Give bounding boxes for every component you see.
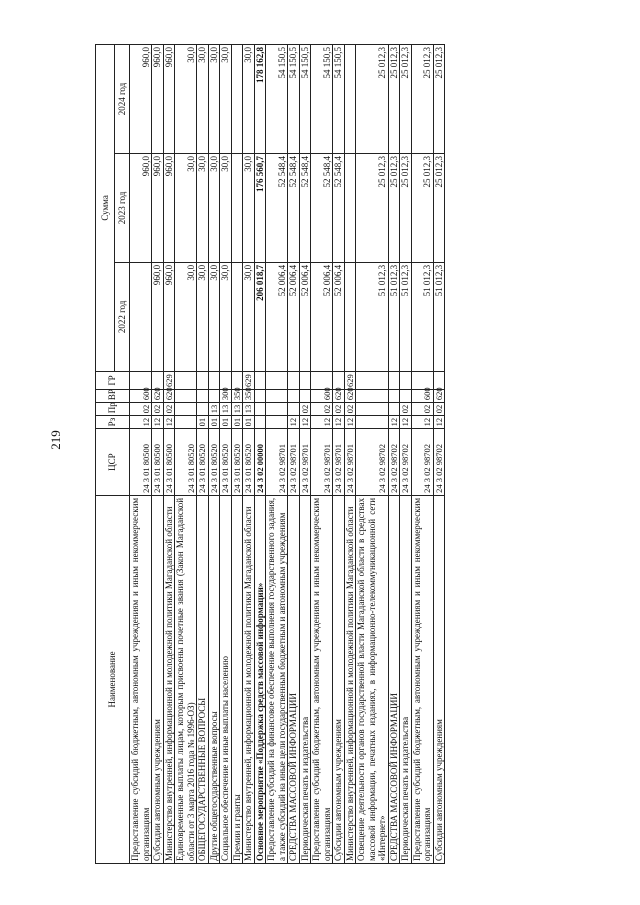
cell-y2024: 54 150,5: [288, 45, 300, 154]
cell-pr: 02: [152, 403, 164, 416]
cell-rz: [356, 416, 389, 429]
cell-pr: [266, 403, 288, 416]
cell-csr: 24 3 02 98701: [344, 429, 356, 496]
cell-vr: 300: [220, 389, 232, 402]
cell-y2024: 25 012,3: [400, 45, 412, 154]
cell-y2023: 30,0: [243, 154, 255, 263]
cell-name: Субсидии автономным учреждениям: [152, 495, 164, 863]
cell-name: Министерство внутренней, информационной и молодежной политики Магаданской области: [163, 495, 175, 863]
cell-name: Периодическая печать и издательства: [299, 495, 311, 863]
cell-rz: 01: [197, 416, 209, 429]
header-sum: Сумма: [96, 45, 115, 372]
cell-vr: 600: [411, 389, 433, 402]
cell-rz: 12: [163, 416, 175, 429]
cell-y2023: 25 012,3: [433, 154, 445, 263]
table-row: [175, 45, 197, 864]
budget-table: [95, 44, 445, 864]
cell-y2023: 960,0: [163, 154, 175, 263]
cell-y2023: 30,0: [197, 154, 209, 263]
cell-name: ОБЩЕГОСУДАРСТВЕННЫЕ ВОПРОСЫ: [197, 495, 209, 863]
cell-rz: 12: [311, 416, 333, 429]
cell-csr: 24 3 02 98701: [266, 429, 288, 496]
cell-gr: 629: [163, 371, 175, 389]
cell-y2024: 54 150,5: [266, 45, 288, 154]
cell-y2022: 51 012,3: [388, 262, 400, 371]
cell-pr: 02: [344, 403, 356, 416]
cell-y2024: 54 150,5: [311, 45, 333, 154]
cell-pr: 02: [130, 403, 152, 416]
cell-vr: 620: [333, 389, 345, 402]
cell-y2023: 52 548,4: [311, 154, 333, 263]
cell-vr: [288, 389, 300, 402]
cell-y2023: 25 012,3: [411, 154, 433, 263]
cell-y2024: 960,0: [163, 45, 175, 154]
cell-pr: 02: [333, 403, 345, 416]
table-row: [243, 45, 255, 864]
cell-name: Предоставление субсидий бюджетным, автономным учреждениям и иным некоммерческим организациям: [311, 495, 333, 863]
table-body: [130, 45, 445, 864]
cell-y2023: 52 548,4: [288, 154, 300, 263]
table-row: [220, 45, 232, 864]
cell-y2022: 206 018,7: [254, 262, 266, 371]
cell-gr: [266, 371, 288, 389]
cell-y2024: 25 012,3: [433, 45, 445, 154]
cell-name: Министерство внутренней, информационной и молодежной политики Магаданской области: [344, 495, 356, 863]
cell-y2023: 25 012,3: [388, 154, 400, 263]
cell-vr: [356, 389, 389, 402]
table-row: [197, 45, 209, 864]
cell-gr: [400, 371, 412, 389]
cell-y2022: 51 012,3: [356, 262, 389, 371]
cell-name: Предоставление субсидий бюджетным, автономным учреждениям и иным некоммерческим организациям: [411, 495, 433, 863]
cell-y2023: 960,0: [130, 154, 152, 263]
cell-rz: [175, 416, 197, 429]
cell-vr: 620: [163, 389, 175, 402]
cell-y2023: 52 548,4: [299, 154, 311, 263]
cell-csr: 24 3 01 80520: [220, 429, 232, 496]
cell-csr: 24 3 01 80500: [152, 429, 164, 496]
cell-y2023: 960,0: [152, 154, 164, 263]
cell-y2024: 25 012,3: [411, 45, 433, 154]
table-row: [163, 45, 175, 864]
cell-csr: 24 3 01 80520: [243, 429, 255, 496]
cell-y2022: 30,0: [220, 262, 232, 371]
header-csr: ЦСР: [96, 429, 130, 496]
cell-name: Субсидии автономным учреждениям: [433, 495, 445, 863]
cell-csr: 24 3 02 98701: [333, 429, 345, 496]
cell-y2024: 30,0: [220, 45, 232, 154]
cell-y2022: [231, 262, 243, 371]
cell-y2024: 30,0: [197, 45, 209, 154]
cell-y2024: 960,0: [130, 45, 152, 154]
cell-pr: [175, 403, 197, 416]
cell-y2023: 30,0: [220, 154, 232, 263]
cell-rz: [254, 416, 266, 429]
cell-name: СРЕДСТВА МАССОВОЙ ИНФОРМАЦИИ: [388, 495, 400, 863]
cell-name: Министерство внутренней, информационной и молодежной политики Магаданской области: [243, 495, 255, 863]
cell-y2022: 960,0: [152, 262, 164, 371]
table-row: [400, 45, 412, 864]
cell-csr: 24 3 01 80500: [163, 429, 175, 496]
cell-name: СРЕДСТВА МАССОВОЙ ИНФОРМАЦИИ: [288, 495, 300, 863]
cell-gr: [388, 371, 400, 389]
cell-gr: [254, 371, 266, 389]
cell-y2023: 52 548,4: [266, 154, 288, 263]
cell-pr: [356, 403, 389, 416]
header-vr: ВР: [96, 389, 130, 402]
cell-y2022: 52 006,4: [311, 262, 333, 371]
cell-vr: [299, 389, 311, 402]
cell-name: Периодическая печать и издательства: [400, 495, 412, 863]
cell-rz: 12: [400, 416, 412, 429]
cell-y2022: 30,0: [197, 262, 209, 371]
header-name: Наименование: [96, 495, 130, 863]
cell-gr: [175, 371, 197, 389]
cell-y2023: 30,0: [208, 154, 220, 263]
cell-rz: 12: [433, 416, 445, 429]
cell-name: Предоставление субсидий бюджетным, автономным учреждениям и иным некоммерческим организациям: [130, 495, 152, 863]
cell-csr: 24 3 01 80520: [208, 429, 220, 496]
cell-y2022: 51 012,3: [433, 262, 445, 371]
cell-csr: 24 3 02 00000: [254, 429, 266, 496]
cell-vr: [208, 389, 220, 402]
cell-name: Предоставление субсидий на финансовое обеспечение выполнения государственного задания, а также субсидий на иные цели государственным бюджетным и автономным учреждениям: [266, 495, 288, 863]
cell-y2022: 30,0: [243, 262, 255, 371]
cell-name: Освещение деятельности органов государственной власти Магаданской области в средствах массовой информации, печатных изданиях, в информационно-телекоммуникационной сети «Интернет»: [356, 495, 389, 863]
cell-vr: [175, 389, 197, 402]
header-2024: 2024 год: [115, 45, 130, 154]
table-row: [344, 45, 356, 864]
cell-pr: 02: [311, 403, 333, 416]
cell-y2024: 30,0: [243, 45, 255, 154]
cell-y2022: [344, 262, 356, 371]
cell-csr: 24 3 02 98701: [288, 429, 300, 496]
cell-rz: 12: [388, 416, 400, 429]
cell-y2022: 52 006,4: [266, 262, 288, 371]
cell-rz: 12: [152, 416, 164, 429]
cell-gr: [208, 371, 220, 389]
cell-pr: [288, 403, 300, 416]
cell-vr: [400, 389, 412, 402]
cell-csr: 24 3 02 98702: [400, 429, 412, 496]
cell-name: Основное мероприятие «Поддержка средств массовой информации»: [254, 495, 266, 863]
page-number: 219: [48, 430, 63, 450]
header-pr: Пр: [96, 403, 130, 416]
cell-csr: 24 3 02 98701: [311, 429, 333, 496]
table-row: [433, 45, 445, 864]
table-row: [288, 45, 300, 864]
cell-pr: 02: [400, 403, 412, 416]
cell-vr: 620: [152, 389, 164, 402]
cell-y2024: 30,0: [208, 45, 220, 154]
cell-y2023: 30,0: [175, 154, 197, 263]
cell-y2024: 54 150,5: [299, 45, 311, 154]
cell-rz: 12: [344, 416, 356, 429]
cell-y2022: 30,0: [208, 262, 220, 371]
cell-y2023: [344, 154, 356, 263]
cell-y2022: 52 006,4: [299, 262, 311, 371]
table-row: [266, 45, 288, 864]
cell-rz: 12: [130, 416, 152, 429]
cell-pr: [197, 403, 209, 416]
cell-pr: [388, 403, 400, 416]
cell-gr: 629: [344, 371, 356, 389]
cell-y2022: 960,0: [163, 262, 175, 371]
cell-csr: 24 3 02 98702: [356, 429, 389, 496]
cell-vr: [266, 389, 288, 402]
cell-gr: [356, 371, 389, 389]
table-row: [208, 45, 220, 864]
cell-vr: 600: [311, 389, 333, 402]
cell-y2022: 51 012,3: [411, 262, 433, 371]
budget-table-container: [95, 44, 605, 864]
table-row: [152, 45, 164, 864]
cell-gr: [288, 371, 300, 389]
cell-rz: 12: [299, 416, 311, 429]
cell-vr: 600: [130, 389, 152, 402]
table-row: [411, 45, 433, 864]
cell-rz: 12: [411, 416, 433, 429]
cell-rz: [266, 416, 288, 429]
cell-pr: [254, 403, 266, 416]
cell-y2024: [344, 45, 356, 154]
cell-pr: 13: [243, 403, 255, 416]
cell-vr: 350: [231, 389, 243, 402]
table-row: [299, 45, 311, 864]
cell-name: Субсидии автономным учреждениям: [333, 495, 345, 863]
cell-y2024: 178 162,8: [254, 45, 266, 154]
table-row: [333, 45, 345, 864]
cell-y2022: 30,0: [175, 262, 197, 371]
cell-y2022: 51 012,3: [400, 262, 412, 371]
cell-y2024: 960,0: [152, 45, 164, 154]
cell-y2023: 25 012,3: [400, 154, 412, 263]
cell-csr: 24 3 01 80500: [130, 429, 152, 496]
table-row: [388, 45, 400, 864]
cell-y2022: 52 006,4: [333, 262, 345, 371]
table-row: [311, 45, 333, 864]
cell-csr: 24 3 02 98702: [411, 429, 433, 496]
cell-csr: 24 3 01 80520: [197, 429, 209, 496]
cell-gr: 629: [243, 371, 255, 389]
cell-pr: 02: [433, 403, 445, 416]
cell-vr: [254, 389, 266, 402]
cell-pr: 02: [299, 403, 311, 416]
cell-vr: 620: [433, 389, 445, 402]
table-row: [231, 45, 243, 864]
table-row: [130, 45, 152, 864]
cell-y2023: [231, 154, 243, 263]
cell-gr: [299, 371, 311, 389]
cell-pr: 13: [208, 403, 220, 416]
cell-y2022: 52 006,4: [288, 262, 300, 371]
cell-name: Премии и гранты: [231, 495, 243, 863]
cell-y2024: 30,0: [175, 45, 197, 154]
header-rz: Рз: [96, 416, 130, 429]
cell-name: Другие общегосударственные вопросы: [208, 495, 220, 863]
cell-vr: 350: [243, 389, 255, 402]
cell-csr: 24 3 01 80520: [175, 429, 197, 496]
cell-vr: 620: [344, 389, 356, 402]
cell-name: Социальное обеспечение и иные выплаты населению: [220, 495, 232, 863]
cell-rz: 01: [243, 416, 255, 429]
header-2022: 2022 год: [115, 262, 130, 371]
cell-pr: 13: [220, 403, 232, 416]
table-row: [356, 45, 389, 864]
cell-pr: 02: [411, 403, 433, 416]
table-row: [254, 45, 266, 864]
cell-gr: [197, 371, 209, 389]
cell-y2024: 25 012,3: [356, 45, 389, 154]
header-gr: ГР: [96, 371, 130, 389]
cell-vr: [388, 389, 400, 402]
cell-csr: 24 3 01 80520: [231, 429, 243, 496]
cell-y2023: 176 560,7: [254, 154, 266, 263]
cell-rz: 01: [208, 416, 220, 429]
cell-csr: 24 3 02 98702: [433, 429, 445, 496]
cell-y2022: [130, 262, 152, 371]
cell-pr: 02: [163, 403, 175, 416]
cell-csr: 24 3 02 98701: [299, 429, 311, 496]
cell-rz: 12: [333, 416, 345, 429]
cell-y2024: 54 150,5: [333, 45, 345, 154]
cell-y2024: [231, 45, 243, 154]
cell-rz: 01: [231, 416, 243, 429]
cell-vr: [197, 389, 209, 402]
cell-pr: 13: [231, 403, 243, 416]
cell-y2023: 25 012,3: [356, 154, 389, 263]
cell-y2024: 25 012,3: [388, 45, 400, 154]
table-header: [96, 45, 130, 864]
cell-rz: 12: [288, 416, 300, 429]
cell-csr: 24 3 02 98702: [388, 429, 400, 496]
cell-y2023: 52 548,4: [333, 154, 345, 263]
header-2023: 2023 год: [115, 154, 130, 263]
cell-name: Единовременные выплаты лицам, которым присвоены почетные звания (Закон Магаданской области от 3 марта 2016 года № 1996-ОЗ): [175, 495, 197, 863]
cell-rz: 01: [220, 416, 232, 429]
